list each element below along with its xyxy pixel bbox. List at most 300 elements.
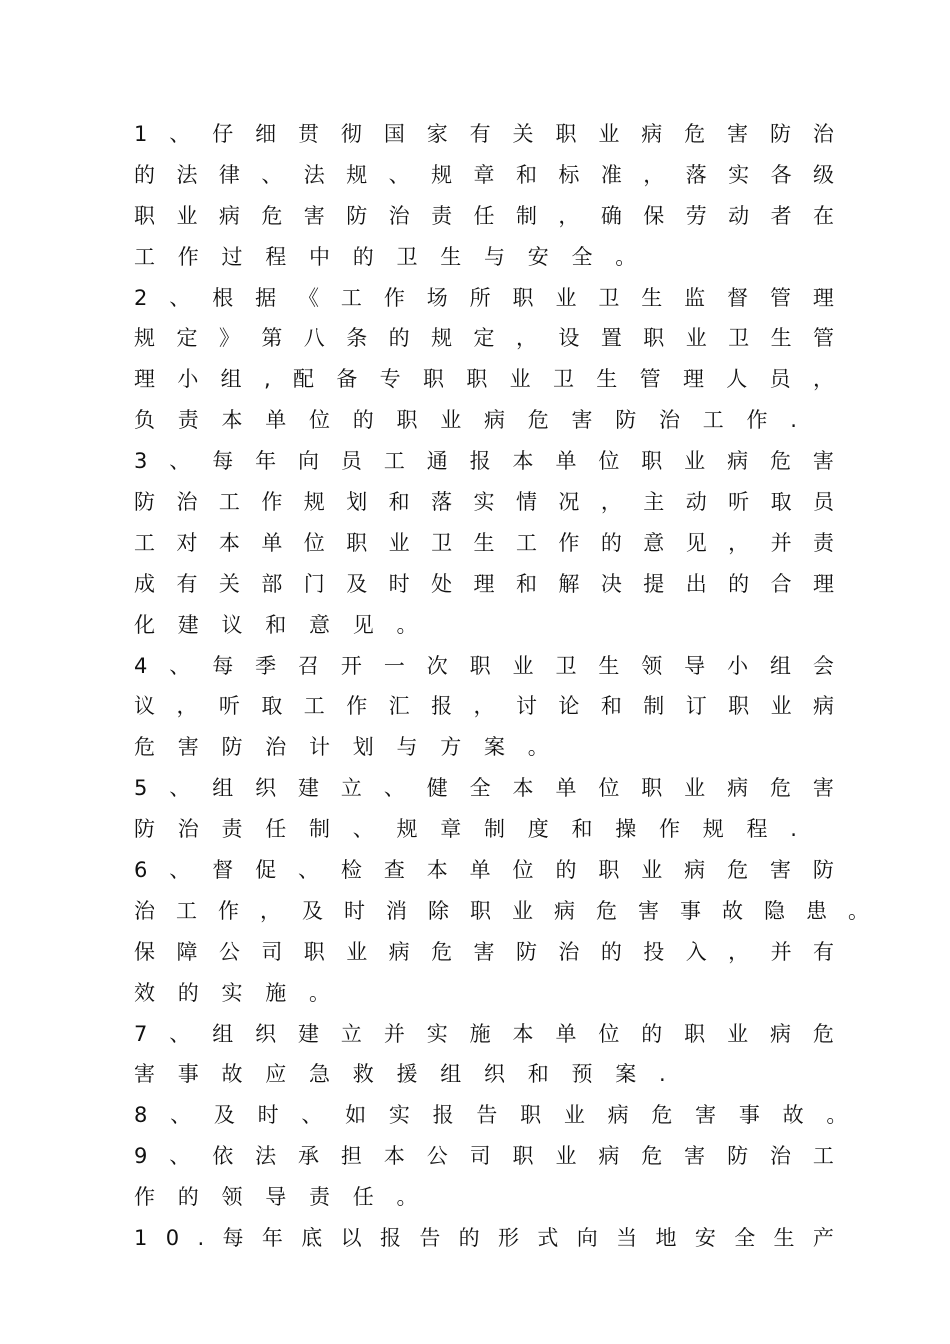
text-line xyxy=(134,686,834,727)
text-char: . xyxy=(790,817,797,842)
text-char: 彻 xyxy=(340,122,362,146)
text-char: 取 xyxy=(770,490,792,515)
text-char: 制 xyxy=(643,694,665,719)
text-char: 管 xyxy=(813,326,834,351)
text-line xyxy=(134,727,834,768)
text-char: 业 xyxy=(563,1103,585,1128)
text-char: 害 xyxy=(303,203,325,228)
text-char: 防 xyxy=(727,1144,749,1169)
text-char: 有 xyxy=(176,571,198,596)
text-char: 业 xyxy=(684,449,706,474)
text-char: 条 xyxy=(346,326,368,351)
text-char: 备 xyxy=(336,367,358,392)
text-char: 听 xyxy=(218,694,240,719)
text-char: 》 xyxy=(218,326,240,351)
text-char: 安 xyxy=(527,244,549,269)
text-char: 督 xyxy=(727,285,749,310)
text-char: 细 xyxy=(255,122,277,146)
text-char: 公 xyxy=(218,939,240,964)
text-char: 害 xyxy=(473,939,495,964)
text-char: 和 xyxy=(515,571,537,596)
text-char: 年 xyxy=(261,1226,283,1251)
text-char: 成 xyxy=(134,571,155,596)
text-char: 位 xyxy=(303,530,325,555)
text-char: 、 xyxy=(169,1144,191,1169)
text-char: 季 xyxy=(255,653,277,678)
text-char: 操 xyxy=(615,817,637,842)
text-char: 人 xyxy=(726,367,748,392)
text-char: 职 xyxy=(598,858,620,883)
text-char: 的 xyxy=(600,939,622,964)
text-char: 出 xyxy=(685,571,707,596)
text-char: 领 xyxy=(641,653,663,678)
text-char: 投 xyxy=(643,939,665,964)
text-char: 8 xyxy=(134,1103,148,1128)
text-char: 和 xyxy=(388,490,410,515)
text-char: 职 xyxy=(134,203,155,228)
text-char: 《 xyxy=(298,285,319,310)
text-char: 中 xyxy=(309,244,330,269)
text-char: 部 xyxy=(261,571,283,596)
text-char: 章 xyxy=(440,817,462,842)
text-line xyxy=(134,237,834,278)
text-char: 本 xyxy=(221,408,243,433)
text-char: 公 xyxy=(426,1144,448,1169)
text-char: 规 xyxy=(431,162,453,187)
text-char: 的 xyxy=(458,1226,480,1251)
text-line xyxy=(134,973,834,1014)
text-char: 制 xyxy=(309,817,330,842)
text-char: 落 xyxy=(685,162,707,187)
text-char: 业 xyxy=(555,1144,577,1169)
text-char: 病 xyxy=(598,1144,620,1169)
text-char: 任 xyxy=(473,203,495,228)
text-char: 病 xyxy=(607,1103,629,1128)
text-char: 全 xyxy=(469,776,491,801)
text-line xyxy=(134,768,834,809)
text-char: 防 xyxy=(134,817,155,842)
text-char: 听 xyxy=(728,490,750,515)
text-char: 管 xyxy=(639,367,661,392)
text-char: 底 xyxy=(301,1226,323,1251)
text-char: 员 xyxy=(769,367,791,392)
text-char: 职 xyxy=(470,898,491,923)
text-char: 全 xyxy=(571,244,593,269)
text-char: 危 xyxy=(134,735,155,760)
text-char: 和 xyxy=(600,694,622,719)
text-char: 业 xyxy=(641,858,663,883)
text-char: 责 xyxy=(813,530,834,555)
text-char: 并 xyxy=(770,530,792,555)
text-char: 、 xyxy=(170,1103,192,1128)
text-char: 与 xyxy=(484,244,505,269)
text-char: 生 xyxy=(473,530,495,555)
text-char: 担 xyxy=(340,1144,362,1169)
text-char: 的 xyxy=(555,858,577,883)
text-line xyxy=(134,523,834,564)
text-char: 的 xyxy=(641,1021,663,1046)
text-char: 患 xyxy=(806,898,827,923)
text-char: 实 xyxy=(388,1103,410,1128)
text-char: 形 xyxy=(498,1226,520,1251)
text-char: 业 xyxy=(388,530,410,555)
text-char: 单 xyxy=(555,449,577,474)
text-char: 议 xyxy=(221,612,243,637)
text-char: 7 xyxy=(134,1021,148,1046)
text-char: 程 xyxy=(746,817,768,842)
text-char: ， xyxy=(515,326,537,351)
text-char: 治 xyxy=(265,735,287,760)
text-char: 9 xyxy=(134,1144,148,1169)
text-char: 业 xyxy=(685,326,707,351)
text-char: 每 xyxy=(212,653,234,678)
text-char: 单 xyxy=(265,408,287,433)
text-char: 关 xyxy=(218,571,240,596)
text-char: 主 xyxy=(643,490,665,515)
text-char: 作 xyxy=(134,1185,155,1210)
text-char: 职 xyxy=(396,408,418,433)
text-char: 见 xyxy=(685,530,707,555)
text-char: 汇 xyxy=(388,694,410,719)
text-char: 病 xyxy=(813,694,834,719)
text-char: 级 xyxy=(813,162,834,187)
text-char: 1 xyxy=(134,122,148,146)
text-char: 6 xyxy=(134,858,148,883)
text-char: 消 xyxy=(386,898,407,923)
text-char: 处 xyxy=(431,571,453,596)
text-char: 害 xyxy=(812,449,834,474)
text-char: 每 xyxy=(222,1226,244,1251)
text-char: 时 xyxy=(344,898,365,923)
text-char: 促 xyxy=(255,858,277,883)
text-char: 防 xyxy=(812,858,834,883)
text-char: 报 xyxy=(469,449,491,474)
text-char: . xyxy=(790,408,797,433)
text-line xyxy=(134,196,834,237)
text-char: 取 xyxy=(261,694,283,719)
text-char: 律 xyxy=(218,162,240,187)
text-char: 召 xyxy=(298,653,319,678)
text-char: 施 xyxy=(265,980,287,1005)
text-char: 业 xyxy=(770,694,792,719)
text-char: 向 xyxy=(576,1226,598,1251)
text-char: 效 xyxy=(134,980,155,1005)
text-char: 式 xyxy=(537,1226,559,1251)
text-char: 作 xyxy=(177,244,199,269)
text-char: 治 xyxy=(134,898,155,923)
text-char: 关 xyxy=(512,122,534,146)
text-char: 业 xyxy=(440,408,462,433)
text-char: 危 xyxy=(431,939,453,964)
text-char: 织 xyxy=(484,1062,505,1087)
text-char: 防 xyxy=(615,408,637,433)
text-char: 动 xyxy=(685,490,707,515)
text-char: 作 xyxy=(346,694,368,719)
text-char: 业 xyxy=(176,203,198,228)
text-char: 者 xyxy=(770,203,792,228)
text-char: 0 xyxy=(165,1226,180,1251)
text-char: 规 xyxy=(431,326,453,351)
text-char: 职 xyxy=(346,530,368,555)
text-line xyxy=(134,155,834,196)
text-char: 保 xyxy=(643,203,665,228)
text-char: 划 xyxy=(352,735,374,760)
text-char: 每 xyxy=(212,449,234,474)
text-char: 章 xyxy=(473,162,495,187)
text-char: 对 xyxy=(176,530,198,555)
text-char: 。 xyxy=(527,735,549,760)
text-char: 、 xyxy=(352,817,374,842)
text-char: 业 xyxy=(598,122,620,146)
text-char: 本 xyxy=(383,1144,405,1169)
text-char: 报 xyxy=(432,1103,454,1128)
text-char: 、 xyxy=(169,449,191,474)
text-char: 管 xyxy=(769,285,791,310)
text-line xyxy=(134,809,834,850)
text-char: 单 xyxy=(555,776,577,801)
text-char: 门 xyxy=(303,571,325,596)
text-char: 位 xyxy=(309,408,330,433)
text-char: 度 xyxy=(527,817,549,842)
text-char: 、 xyxy=(301,1103,323,1128)
text-char: 报 xyxy=(379,1226,401,1251)
text-char: 规 xyxy=(303,490,325,515)
text-char: 职 xyxy=(641,449,663,474)
text-char: 根 xyxy=(212,285,234,310)
text-char: 的 xyxy=(352,408,374,433)
text-char: 规 xyxy=(702,817,724,842)
text-char: 以 xyxy=(340,1226,362,1251)
text-char: 的 xyxy=(600,530,622,555)
text-char: 定 xyxy=(473,326,495,351)
text-char: 导 xyxy=(684,653,706,678)
text-char: 2 xyxy=(134,285,148,310)
text-char: 业 xyxy=(512,653,534,678)
text-char: 检 xyxy=(340,858,362,883)
text-char: 向 xyxy=(298,449,319,474)
text-char: 业 xyxy=(346,939,368,964)
text-char: 司 xyxy=(469,1144,491,1169)
text-char: 确 xyxy=(600,203,622,228)
text-char: 位 xyxy=(512,858,534,883)
text-char: 害 xyxy=(684,1144,706,1169)
text-char: 、 xyxy=(169,285,191,310)
text-char: 工 xyxy=(176,898,197,923)
text-char: 本 xyxy=(512,776,534,801)
text-char: 本 xyxy=(512,1021,534,1046)
text-char: 工 xyxy=(702,408,724,433)
text-char: 作 xyxy=(746,408,768,433)
text-char: 业 xyxy=(684,776,706,801)
text-char: 业 xyxy=(727,1021,749,1046)
text-char: 见 xyxy=(352,612,374,637)
text-char: 建 xyxy=(298,1021,319,1046)
text-char: 决 xyxy=(600,571,622,596)
text-char: 告 xyxy=(419,1226,441,1251)
text-char: 防 xyxy=(769,122,791,146)
text-char: 位 xyxy=(598,1021,620,1046)
text-char: 理 xyxy=(682,367,704,392)
text-char: 组 xyxy=(212,1021,234,1046)
text-char: 况 xyxy=(558,490,580,515)
text-char: 过 xyxy=(221,244,243,269)
text-char: 并 xyxy=(383,1021,405,1046)
text-char: 生 xyxy=(770,326,792,351)
text-char: 事 xyxy=(680,898,701,923)
text-char: 的 xyxy=(352,244,374,269)
text-char: 实 xyxy=(221,980,243,1005)
text-line xyxy=(134,1054,834,1095)
text-char: 法 xyxy=(255,1144,277,1169)
text-char: 4 xyxy=(134,653,148,678)
text-line xyxy=(134,1095,848,1136)
text-char: 防 xyxy=(134,490,155,515)
text-char: 、 xyxy=(169,858,191,883)
text-char: 有 xyxy=(813,939,834,964)
text-char: 生 xyxy=(598,653,620,678)
text-char: 害 xyxy=(134,1062,155,1087)
text-char: 理 xyxy=(134,367,155,392)
text-char: 工 xyxy=(134,530,155,555)
text-line xyxy=(134,564,834,605)
text-line xyxy=(134,605,834,646)
text-char: 危 xyxy=(769,776,791,801)
text-char: 的 xyxy=(177,980,199,1005)
text-char: 故 xyxy=(722,898,743,923)
text-char: 立 xyxy=(340,1021,362,1046)
text-char: 组 xyxy=(769,653,791,678)
text-char: 事 xyxy=(177,1062,199,1087)
text-line xyxy=(134,1218,834,1259)
text-char: 国 xyxy=(383,122,405,146)
text-char: 防 xyxy=(346,203,368,228)
text-char: 组 xyxy=(220,367,242,392)
text-char: 3 xyxy=(134,449,148,474)
text-char: 八 xyxy=(303,326,325,351)
text-char: 卫 xyxy=(396,244,418,269)
text-char: 治 xyxy=(812,122,834,146)
text-char: 负 xyxy=(134,408,155,433)
text-char: 工 xyxy=(812,1144,834,1169)
text-char: 害 xyxy=(695,1103,717,1128)
text-char: 障 xyxy=(176,939,198,964)
text-char: 业 xyxy=(512,898,533,923)
text-line xyxy=(134,318,834,359)
text-char: 全 xyxy=(734,1226,756,1251)
text-char: 作 xyxy=(218,898,239,923)
text-char: 责 xyxy=(221,817,243,842)
text-line xyxy=(134,646,834,687)
text-char: 危 xyxy=(527,408,549,433)
text-char: 病 xyxy=(769,1021,791,1046)
text-char: 的 xyxy=(388,326,410,351)
text-char: 生 xyxy=(440,244,462,269)
text-char: 病 xyxy=(727,776,749,801)
text-char: 、 xyxy=(298,858,319,883)
text-char: 危 xyxy=(641,1144,663,1169)
text-char: 工 xyxy=(515,530,537,555)
text-char: 意 xyxy=(309,612,330,637)
text-char: 及 xyxy=(213,1103,235,1128)
text-char: 职 xyxy=(512,285,534,310)
text-char: 案 xyxy=(484,735,505,760)
text-char: 职 xyxy=(684,1021,706,1046)
text-char: 家 xyxy=(426,122,448,146)
text-char: 专 xyxy=(379,367,401,392)
text-char: 年 xyxy=(255,449,277,474)
text-char: . xyxy=(659,1062,666,1087)
text-char: 治 xyxy=(176,490,198,515)
text-char: 责 xyxy=(177,408,199,433)
text-char: 意 xyxy=(643,530,665,555)
text-char: 位 xyxy=(598,449,620,474)
text-char: 职 xyxy=(641,776,663,801)
text-char: 单 xyxy=(469,858,491,883)
text-char: 次 xyxy=(426,653,448,678)
text-char: 组 xyxy=(440,1062,462,1087)
text-char: 危 xyxy=(727,858,749,883)
text-char: 化 xyxy=(134,612,155,637)
text-char: 会 xyxy=(812,653,834,678)
text-char: 工 xyxy=(134,244,155,269)
text-char: 事 xyxy=(738,1103,760,1128)
text-char: 情 xyxy=(515,490,537,515)
text-char: 职 xyxy=(466,367,488,392)
text-char: 据 xyxy=(255,285,277,310)
text-char: 危 xyxy=(651,1103,673,1128)
text-char: 施 xyxy=(469,1021,491,1046)
text-char: ， xyxy=(728,530,750,555)
text-char: 5 xyxy=(134,776,148,801)
text-char: 。 xyxy=(848,898,869,923)
text-char: 职 xyxy=(469,653,491,678)
text-char: 法 xyxy=(176,162,198,187)
text-char: 理 xyxy=(812,285,834,310)
text-char: 工 xyxy=(340,285,362,310)
text-line xyxy=(134,278,834,319)
text-line xyxy=(134,1136,834,1177)
text-char: 。 xyxy=(396,1185,418,1210)
text-char: 除 xyxy=(428,898,449,923)
text-char: 配 xyxy=(293,367,314,392)
text-char: 有 xyxy=(469,122,491,146)
text-char: 领 xyxy=(221,1185,243,1210)
text-char: 论 xyxy=(558,694,580,719)
text-char: 生 xyxy=(773,1226,795,1251)
text-char: 害 xyxy=(177,735,199,760)
text-char: 导 xyxy=(265,1185,287,1210)
text-char: 及 xyxy=(346,571,368,596)
text-char: 卫 xyxy=(598,285,620,310)
text-char: 讨 xyxy=(515,694,537,719)
text-char: 订 xyxy=(685,694,707,719)
text-char: ， xyxy=(600,490,622,515)
text-char: 病 xyxy=(641,122,663,146)
text-char: 和 xyxy=(527,1062,549,1087)
text-char: 。 xyxy=(309,980,330,1005)
text-char: 本 xyxy=(512,449,534,474)
text-char: 和 xyxy=(515,162,537,187)
text-line xyxy=(134,1014,834,1055)
text-char: 告 xyxy=(476,1103,498,1128)
text-char: 本 xyxy=(426,858,448,883)
text-char: 病 xyxy=(484,408,505,433)
text-char: 防 xyxy=(221,735,243,760)
text-char: 害 xyxy=(812,776,834,801)
text-char: 工 xyxy=(383,449,405,474)
text-char: 治 xyxy=(177,817,199,842)
text-char: 病 xyxy=(388,939,410,964)
